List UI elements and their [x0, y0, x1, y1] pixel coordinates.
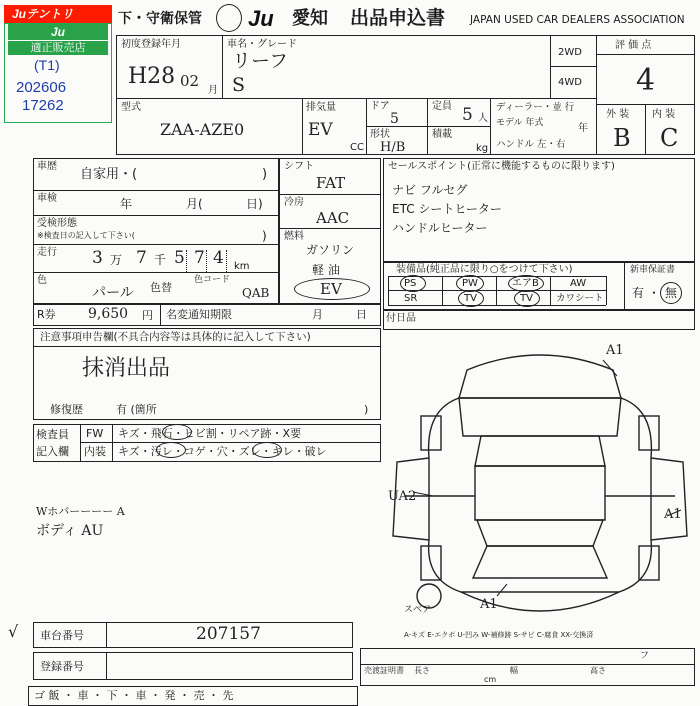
- handwritten-body: ボディ AU: [36, 523, 104, 539]
- dealer-label: 適正販売店: [8, 41, 108, 55]
- first-reg-label: 初度登録年月: [121, 39, 181, 50]
- seller-cert-label: 売渡証明書: [364, 666, 404, 675]
- repair-value: 有 (箇所: [116, 403, 157, 416]
- equipment-title: 装備品(純正品に限り○をつけて下さい): [396, 264, 573, 275]
- inspection-day: 日): [246, 197, 263, 211]
- shift-label: シフト: [284, 161, 314, 172]
- damage-mark-bottom: A1: [480, 597, 498, 612]
- equip-kawa-seat: カワシート: [556, 293, 604, 304]
- reserve-note: ※検査日の記入して下さい(: [37, 231, 135, 240]
- month-unit: 月: [208, 85, 218, 96]
- equip-ps: PS: [404, 278, 417, 289]
- diagram-right-front-wheel: [639, 416, 659, 450]
- sales-point-1: ナビ フルセグ: [392, 183, 468, 197]
- diagram-trunk: [473, 546, 607, 578]
- capacity-value: 5: [462, 105, 473, 125]
- usage-label: 車歴: [37, 161, 57, 172]
- brand-name: 愛知: [292, 8, 328, 29]
- handle-label: ハンドル 左・右: [496, 139, 566, 150]
- guarantee-circle: [216, 4, 242, 32]
- doors-value: 5: [390, 111, 399, 127]
- mileage-man: 万: [110, 253, 123, 267]
- reserve-close: ): [262, 229, 267, 243]
- car-grade: S: [232, 74, 246, 96]
- name-change-day: 日: [356, 308, 367, 321]
- bottom-strip-text: ゴ 飯 ・ 車 ・ 下 ・ 車 ・ 発 ・ 売 ・ 先: [34, 689, 234, 702]
- new-car-sep: ・: [648, 286, 661, 300]
- damage-mark-right: A1: [664, 507, 682, 522]
- usage-close: ): [262, 167, 268, 182]
- mileage-digit-a: 3: [92, 248, 103, 268]
- capacity-unit: 人: [478, 113, 488, 124]
- interior-items: キズ・汚レ・コゲ・穴・ズレ・キレ・破レ: [118, 445, 327, 458]
- exterior-label: 外 装: [606, 109, 630, 120]
- reserve-label: 受検形態: [37, 218, 77, 229]
- inspector-label: 検査員: [36, 428, 69, 441]
- year-unit: 年: [578, 123, 588, 134]
- doors-label: ドア: [370, 101, 390, 112]
- cc-unit: CC: [350, 142, 364, 153]
- diagram-left-front-wheel: [421, 416, 441, 450]
- handwritten-wiper: Wホバーーーー A: [36, 505, 125, 518]
- diagram-front-hood: [459, 398, 621, 436]
- color-change-label: 色替: [150, 281, 172, 294]
- recycle-unit: 円: [142, 309, 153, 322]
- first-reg-year: H28: [128, 64, 176, 89]
- fw-key: FW: [86, 427, 104, 440]
- accessories-label: 付日品: [386, 313, 416, 324]
- damage-mark-top: A1: [606, 343, 624, 358]
- shape-label: 形状: [370, 129, 390, 140]
- ju-logo-mark: Ju: [248, 6, 274, 31]
- inspection-label: 車検: [37, 193, 57, 204]
- stain-circle: [156, 442, 186, 458]
- diagram-arrow-bottom: [497, 584, 507, 596]
- interior-label: 内 装: [652, 109, 676, 120]
- mileage-sen: 千: [154, 253, 167, 267]
- mileage-unit: km: [234, 261, 250, 272]
- drive-4wd: 4WD: [558, 77, 582, 88]
- color-no-label: 色コード: [194, 275, 231, 285]
- damage-legend: A-キズ E-エクボ U-凹み W-補修跡 S-サビ C-腐食 XX-交換済: [404, 631, 594, 639]
- sales-point-2: ETC シートヒーター: [392, 202, 502, 216]
- car-name-label: 車名・グレード: [227, 39, 297, 50]
- interior-key: 内装: [84, 445, 106, 458]
- fw-items: キズ・飛石・ヒビ割・リペア跡・X要: [118, 427, 302, 440]
- diagram-cabin: [475, 466, 605, 520]
- shift-value: FAT: [316, 174, 346, 192]
- model-label: 型式: [121, 102, 141, 113]
- model-year-label: モデル 年式: [496, 118, 544, 128]
- capacity-label: 定員: [432, 101, 452, 112]
- sales-point-3: ハンドルヒーター: [392, 221, 488, 235]
- load-unit: kg: [476, 143, 489, 154]
- guarantee-text: 下・守衛保管: [118, 11, 202, 27]
- spare-label: スペア: [404, 605, 432, 615]
- color-value: パール: [92, 285, 134, 301]
- equip-airbag: エアB: [512, 278, 539, 289]
- mileage-digit-e: 4: [213, 248, 224, 268]
- fuel-label: 燃料: [284, 231, 304, 242]
- repair-label: 修復歴: [50, 403, 83, 416]
- diagram-roof: [459, 355, 621, 398]
- new-car-yes: 有: [632, 286, 645, 300]
- stone-chip-circle: [162, 424, 192, 440]
- first-reg-month: 02: [180, 72, 200, 90]
- name-change-label: 名変通知期限: [166, 308, 232, 321]
- notes-title: 注意事項申告欄(不具合内容等は具体的に記入して下さい): [40, 331, 311, 343]
- equip-aw: AW: [570, 278, 587, 289]
- chassis-label: 車台番号: [40, 629, 84, 642]
- color-label: 色: [37, 275, 47, 286]
- equip-tv-2: TV: [520, 293, 533, 304]
- recycle-label: R券: [37, 308, 56, 321]
- score-value: 4: [636, 63, 656, 98]
- association-name: JAPAN USED CAR DEALERS ASSOCIATION: [470, 14, 685, 26]
- inspection-month: 月(: [186, 197, 203, 211]
- new-car-label: 新車保証書: [630, 265, 676, 275]
- length-unit: cm: [484, 675, 497, 684]
- interior-grade: C: [660, 124, 679, 152]
- mileage-digit-b: 7: [136, 248, 147, 268]
- diagram-rear-window: [477, 520, 603, 546]
- new-car-no: 無: [665, 286, 678, 300]
- displacement-value: EV: [308, 120, 333, 140]
- mileage-digit-c: 5: [174, 248, 185, 268]
- height-label: 高さ: [590, 666, 606, 675]
- model-code: ZAA-AZE0: [160, 120, 245, 139]
- diagram-right-side: [651, 458, 687, 540]
- score-label: 評 価 点: [615, 40, 652, 51]
- shape-value: H/B: [380, 140, 406, 155]
- lot-date: 202606: [16, 79, 67, 96]
- accessories-box: [383, 310, 695, 330]
- check-mark: √: [8, 622, 19, 641]
- recycle-amount: 9,650: [88, 306, 129, 322]
- fuel-gasoline: ガソリン: [306, 243, 355, 257]
- aircon-value: AAC: [316, 209, 350, 227]
- lot-number: 17262: [22, 97, 64, 114]
- repair-close: ): [364, 403, 369, 416]
- fuel-diesel: 軽 油: [312, 263, 340, 277]
- damage-mark-left: UA2: [388, 489, 417, 504]
- inspector-label-2: 記入欄: [36, 445, 69, 458]
- diagram-windshield: [475, 436, 605, 466]
- usage-value: 自家用・(: [80, 167, 138, 182]
- chassis-number: 207157: [196, 624, 261, 644]
- load-label: 積載: [432, 129, 452, 140]
- equip-pw: PW: [462, 278, 478, 289]
- car-damage-diagram: [385, 340, 695, 640]
- length-label: 長さ: [414, 666, 430, 675]
- form-title: 出品申込書: [350, 7, 446, 29]
- dealer-label: ディーラー・並 行: [496, 102, 575, 113]
- sales-points-title: セールスポイント(正常に機能するものに限ります): [388, 161, 615, 172]
- drive-2wd: 2WD: [558, 47, 582, 58]
- aircon-label: 冷房: [284, 197, 304, 208]
- registration-label: 登録番号: [40, 660, 84, 673]
- diagram-arrow-top: [603, 360, 617, 376]
- equip-tv-1: TV: [464, 293, 477, 304]
- fuel-value: EV: [320, 280, 342, 298]
- misalign-circle: [252, 442, 282, 458]
- displacement-label: 排気量: [306, 102, 336, 113]
- name-change-month: 月: [312, 308, 323, 321]
- exterior-grade: B: [613, 124, 631, 152]
- mileage-digit-d: 7: [194, 248, 205, 268]
- dealer-ju-logo: Ju: [8, 24, 108, 40]
- fr-label: フ: [640, 651, 650, 661]
- inspection-year: 年: [120, 197, 133, 211]
- stock-code: (T1): [34, 57, 60, 73]
- notes-handwritten: 抹消出品: [82, 356, 171, 381]
- car-name: リーフ: [232, 50, 289, 72]
- equip-sr: SR: [404, 293, 418, 304]
- width-label: 幅: [510, 666, 518, 675]
- mileage-label: 走行: [37, 247, 57, 258]
- ju-brand-badge: Juテントリ: [4, 5, 112, 23]
- color-no: QAB: [242, 286, 270, 300]
